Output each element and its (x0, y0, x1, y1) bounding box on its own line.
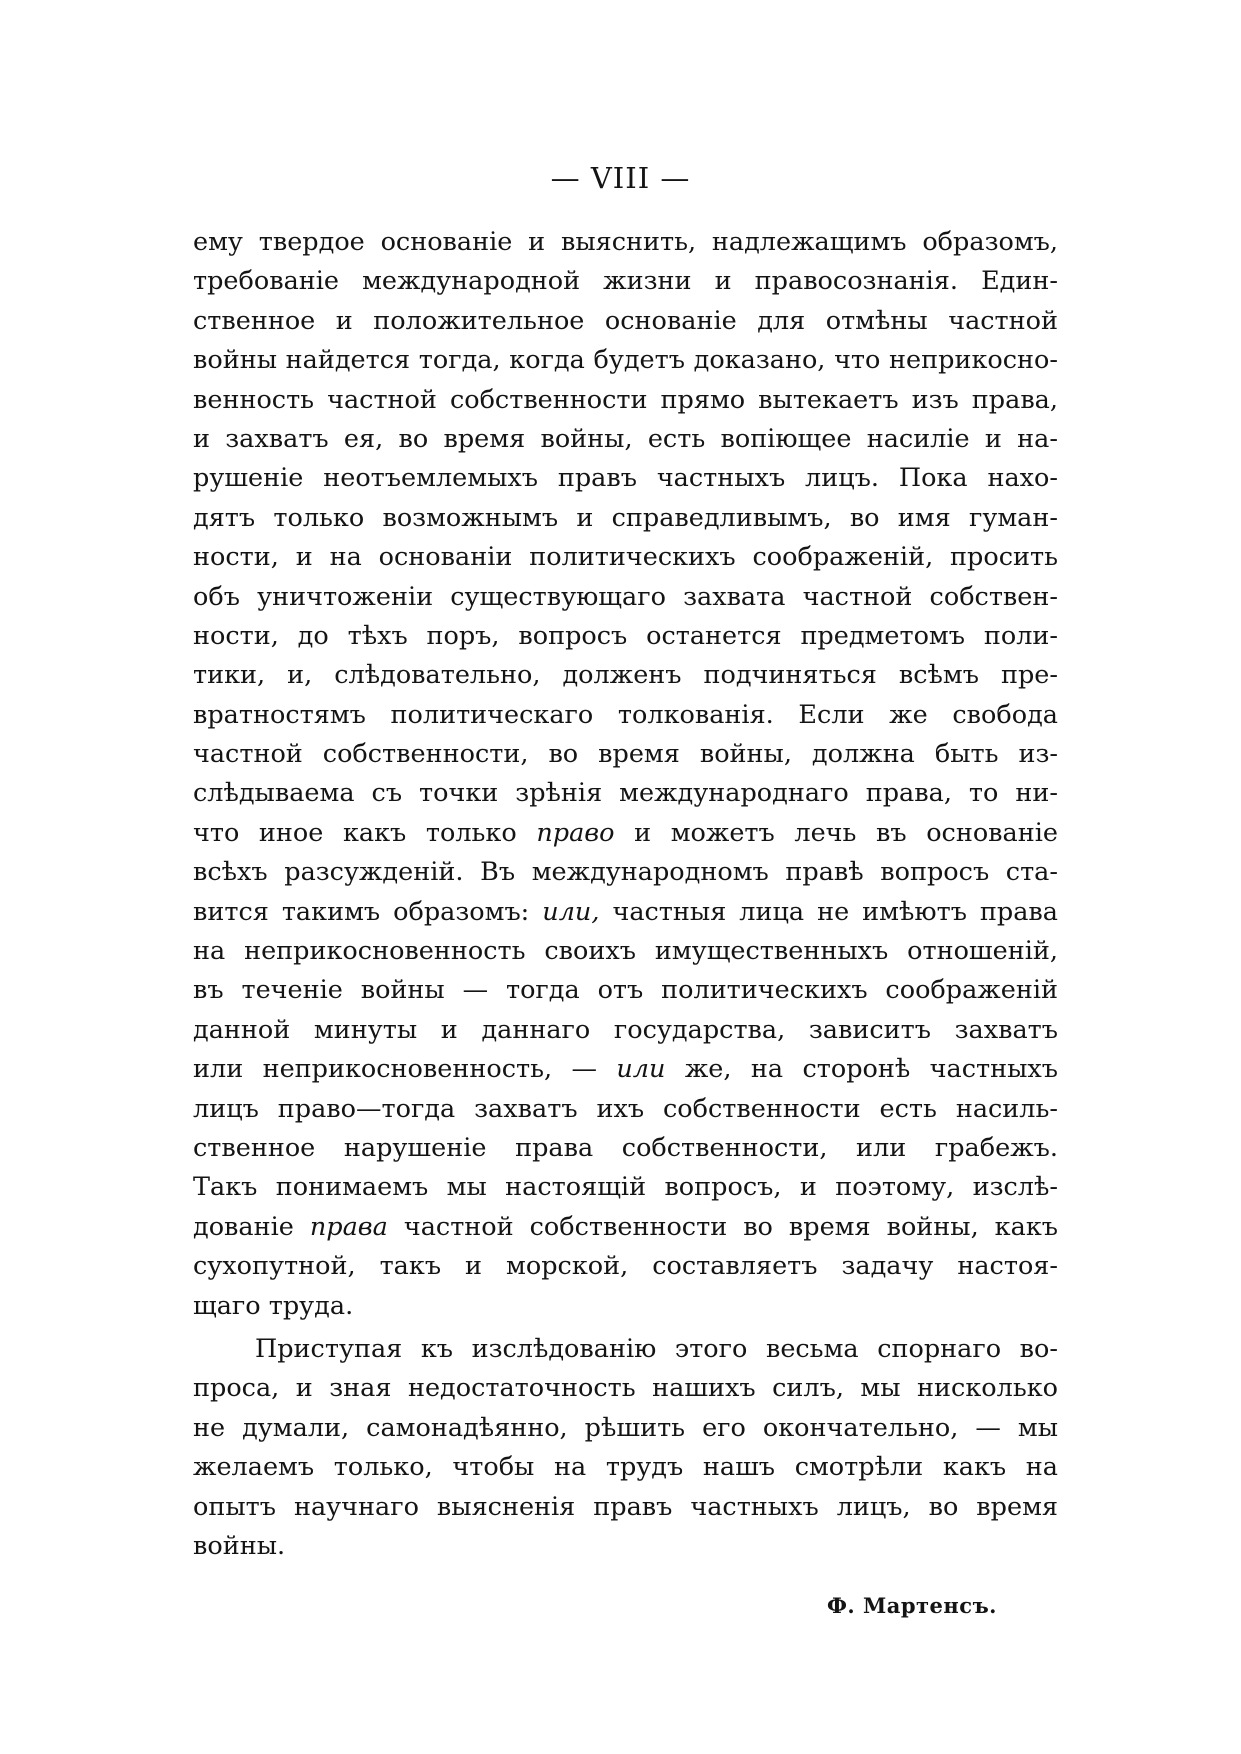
text-line: проса, и зная недостаточность нашихъ силъ, мы нисколько (193, 1373, 1058, 1404)
italic-word: или, (542, 896, 600, 927)
text-segment: что иное какъ только (193, 817, 537, 848)
text-line: венность частной собственности прямо вытекаетъ изъ права, (193, 384, 1058, 415)
italic-word: права (309, 1211, 388, 1242)
text-line: ему твердое основаніе и выяснить, надлежащимъ образомъ, (193, 227, 1058, 257)
text-line: не думали, самонадѣянно, рѣшить его окончательно, — мы (193, 1412, 1058, 1443)
text-segment: и можетъ лечь въ основаніе (614, 817, 1058, 848)
text-segment: же, на сторонѣ частныхъ (665, 1054, 1058, 1085)
text-segment: вится такимъ образомъ: (193, 896, 543, 927)
text-line: слѣдываема съ точки зрѣнія международнаго права, то ни- (193, 778, 1058, 809)
text-line: дятъ только возможнымъ и справедливымъ, во имя гуман- (193, 502, 1058, 533)
text-line: рушеніе неотъемлемыхъ правъ частныхъ лицъ. Пока нахо- (193, 463, 1058, 494)
italic-word: или (616, 1054, 666, 1085)
body-text (193, 223, 1058, 1566)
text-line: желаемъ только, чтобы на трудъ нашъ смотрѣли какъ на (193, 1452, 1058, 1483)
text-line: ственное нарушеніе права собственности, или грабежъ. (193, 1132, 1058, 1163)
text-line: частной собственности, во время войны, должна быть из- (193, 739, 1058, 770)
text-line: ственное и положительное основаніе для отмѣны частной (193, 305, 1058, 336)
text-line (193, 893, 1058, 932)
text-line: войны. (193, 1530, 286, 1561)
text-line: ности, до тѣхъ поръ, вопросъ останется предметомъ поли- (193, 620, 1058, 651)
text-line (193, 814, 1058, 853)
text-line: данной минуты и даннаго государства, зависитъ захватъ (193, 1014, 1058, 1045)
text-line: войны найдется тогда, когда будетъ доказано, что неприкосно- (193, 345, 1058, 376)
text-segment: частной собственности во время войны, какъ (387, 1211, 1058, 1242)
page-number: — VIII — (550, 161, 691, 195)
text-line: и захватъ ея, во время войны, есть вопіющее насиліе и на- (193, 423, 1058, 454)
text-segment: дованіе (193, 1211, 310, 1242)
text-line (193, 1208, 1058, 1247)
text-line: тики, и, слѣдовательно, долженъ подчиняться всѣмъ пре- (193, 660, 1058, 691)
text-line: Такъ понимаемъ мы настоящій вопросъ, и поэтому, изслѣ- (193, 1172, 1058, 1203)
text-line: въ теченіе войны — тогда отъ политическихъ соображеній (193, 975, 1058, 1006)
text-line: всѣхъ разсужденій. Въ международномъ правѣ вопросъ ста- (193, 857, 1058, 888)
paragraph-1 (193, 223, 1058, 1326)
text-line: на неприкосновенность своихъ имущественныхъ отношеній, (193, 936, 1058, 967)
text-line: вратностямъ политическаго толкованія. Если же свобода (193, 699, 1058, 730)
text-line: сухопутной, такъ и морской, составляетъ задачу настоя- (193, 1251, 1058, 1282)
text-segment: или неприкосновенность, — (193, 1054, 617, 1085)
text-line: объ уничтоженіи существующаго захвата частной собствен- (193, 581, 1058, 612)
text-line (193, 1050, 1058, 1089)
text-line: опытъ научнаго выясненія правъ частныхъ лицъ, во время (193, 1491, 1058, 1522)
text-line: требованіе международной жизни и правосознанія. Един- (193, 266, 1058, 297)
text-line: ности, и на основаніи политическихъ соображеній, просить (193, 542, 1058, 573)
author-signature: Ф. Мартенсъ. (826, 1593, 997, 1618)
paragraph-2 (193, 1330, 1058, 1566)
text-line: Приступая къ изслѣдованію этого весьма спорнаго во- (255, 1333, 1058, 1364)
text-segment: частныя лица не имѣютъ права (599, 896, 1058, 927)
italic-word: право (536, 817, 615, 848)
text-line: лицъ право—тогда захватъ ихъ собственности есть насиль- (193, 1093, 1058, 1124)
text-line: щаго труда. (193, 1290, 354, 1321)
